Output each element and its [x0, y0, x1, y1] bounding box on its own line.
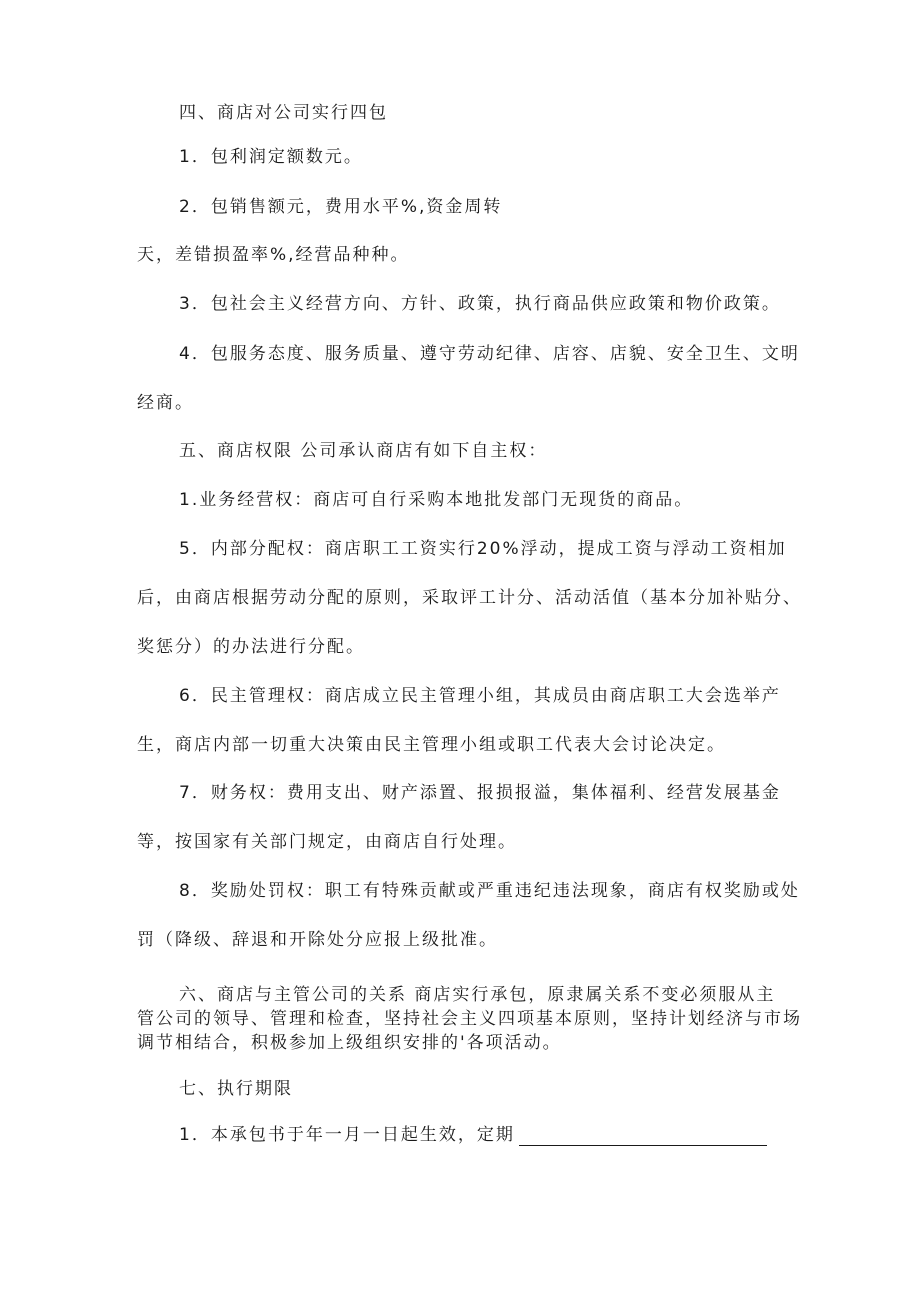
- paragraph-line: 后，由商店根据劳动分配的原则，采取评工计分、活动活值（基本分加补贴分、: [137, 588, 802, 608]
- paragraph-line: 经商。: [137, 393, 194, 413]
- paragraph-line: 罚（降级、辞退和开除处分应报上级批准。: [137, 930, 498, 950]
- paragraph-line: 天，差错损盈率%,经营品种种。: [137, 245, 410, 265]
- paragraph-line: 奖惩分）的办法进行分配。: [137, 637, 365, 657]
- paragraph-line: 7．财务权：费用支出、财产添置、报损报溢，集体福利、经营发展基金: [179, 783, 781, 803]
- section-heading-seven: 七、执行期限: [179, 1079, 293, 1099]
- paragraph-line: 6．民主管理权：商店成立民主管理小组，其成员由商店职工大会选举产: [179, 686, 781, 706]
- paragraph-line: 管公司的领导、管理和检查，坚持社会主义四项基本原则，坚持计划经济与市场: [137, 1009, 802, 1029]
- section-heading-six: 六、商店与主管公司的关系 商店实行承包，原隶属关系不变必须服从主: [179, 985, 776, 1005]
- term-text: 1．本承包书于年一月一日起生效，定期: [179, 1125, 515, 1145]
- paragraph-line: 等，按国家有关部门规定，由商店自行处理。: [137, 832, 517, 852]
- term-line: [179, 1124, 767, 1146]
- paragraph-line: 2．包销售额元，费用水平%,资金周转: [179, 197, 503, 217]
- term-blank-field: [519, 1127, 767, 1146]
- paragraph-line: 8．奖励处罚权：职工有特殊贡献或严重违纪违法现象，商店有权奖励或处: [179, 881, 800, 901]
- paragraph-line: 1．包利润定额数元。: [179, 147, 363, 167]
- paragraph-line: 1.业务经营权：商店可自行采购本地批发部门无现货的商品。: [179, 490, 694, 510]
- paragraph-line: 4．包服务态度、服务质量、遵守劳动纪律、店容、店貌、安全卫生、文明: [179, 344, 800, 364]
- paragraph-line: 调节相结合，积极参加上级组织安排的'各项活动。: [137, 1033, 562, 1053]
- paragraph-line: 3．包社会主义经营方向、方针、政策，执行商品供应政策和物价政策。: [179, 294, 781, 314]
- section-heading-five: 五、商店权限 公司承认商店有如下自主权：: [179, 441, 548, 461]
- section-heading-four: 四、商店对公司实行四包: [179, 103, 388, 123]
- paragraph-line: 5．内部分配权：商店职工工资实行20%浮动，提成工资与浮动工资相加: [179, 539, 787, 559]
- paragraph-line: 生，商店内部一切重大决策由民主管理小组或职工代表大会讨论决定。: [137, 735, 726, 755]
